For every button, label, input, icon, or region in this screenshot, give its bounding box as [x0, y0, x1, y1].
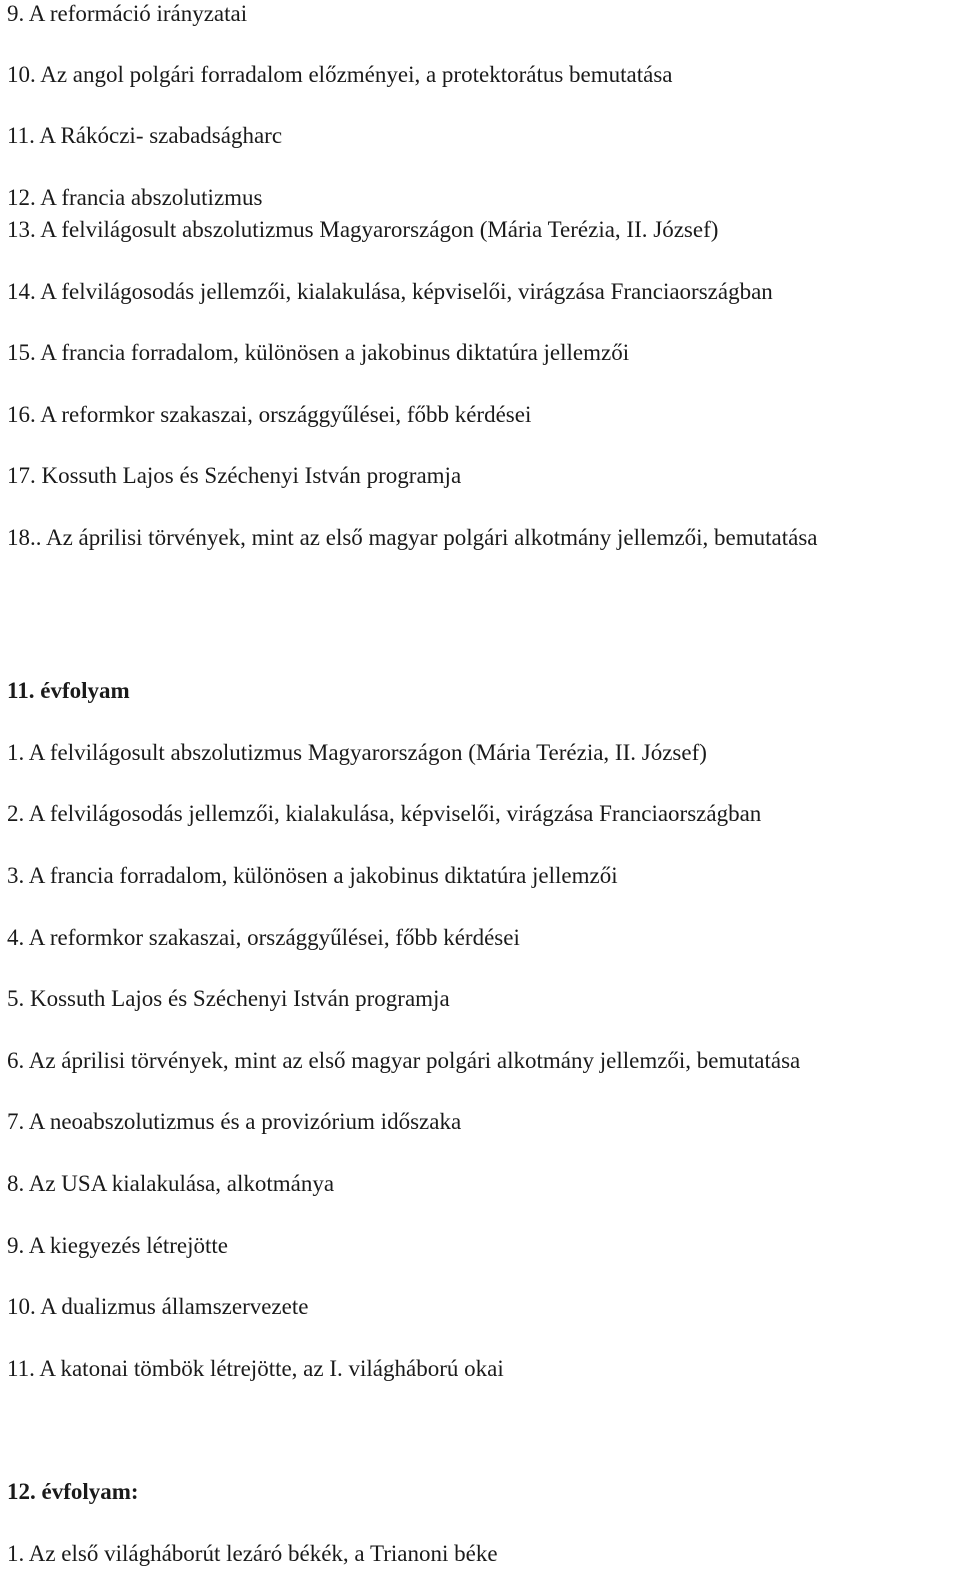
list-item: 11. A katonai tömbök létrejötte, az I. világháború okai — [7, 1356, 504, 1381]
list-item: 16. A reformkor szakaszai, országgyűlései, főbb kérdései — [7, 402, 532, 427]
list-item: 11. A Rákóczi- szabadságharc — [7, 123, 283, 148]
list-item: 2. A felvilágosodás jellemzői, kialakulása, képviselői, virágzása Franciaországban — [7, 801, 762, 826]
list-item: 12. A francia abszolutizmus — [7, 185, 263, 210]
list-item: 6. Az áprilisi törvények, mint az első magyar polgári alkotmány jellemzői, bemutatása — [7, 1048, 801, 1073]
list-item: 1. Az első világháborút lezáró békék, a Trianoni béke — [7, 1541, 498, 1566]
list-item: 4. A reformkor szakaszai, országgyűlései, főbb kérdései — [7, 925, 520, 950]
list-item: 1. A felvilágosult abszolutizmus Magyarországon (Mária Terézia, II. József) — [7, 740, 707, 765]
list-item: 18.. Az áprilisi törvények, mint az első magyar polgári alkotmány jellemzői, bemutatása — [7, 525, 818, 550]
list-item: 14. A felvilágosodás jellemzői, kialakulása, képviselői, virágzása Franciaországban — [7, 279, 773, 304]
list-item: 5. Kossuth Lajos és Széchenyi István programja — [7, 986, 450, 1011]
list-item: 8. Az USA kialakulása, alkotmánya — [7, 1171, 335, 1196]
section-heading-11: 11. évfolyam — [7, 678, 130, 703]
list-item: 15. A francia forradalom, különösen a jakobinus diktatúra jellemzői — [7, 340, 630, 365]
section-heading-12: 12. évfolyam: — [7, 1479, 139, 1504]
list-item: 3. A francia forradalom, különösen a jakobinus diktatúra jellemzői — [7, 863, 618, 888]
list-item: 10. A dualizmus államszervezete — [7, 1294, 309, 1319]
list-item: 17. Kossuth Lajos és Széchenyi István programja — [7, 463, 462, 488]
list-item: 9. A reformáció irányzatai — [7, 1, 248, 26]
list-item: 10. Az angol polgári forradalom előzményei, a protektorátus bemutatása — [7, 62, 673, 87]
list-item: 7. A neoabszolutizmus és a provizórium időszaka — [7, 1109, 462, 1134]
list-item: 13. A felvilágosult abszolutizmus Magyarországon (Mária Terézia, II. József) — [7, 217, 719, 242]
list-item: 9. A kiegyezés létrejötte — [7, 1233, 228, 1258]
